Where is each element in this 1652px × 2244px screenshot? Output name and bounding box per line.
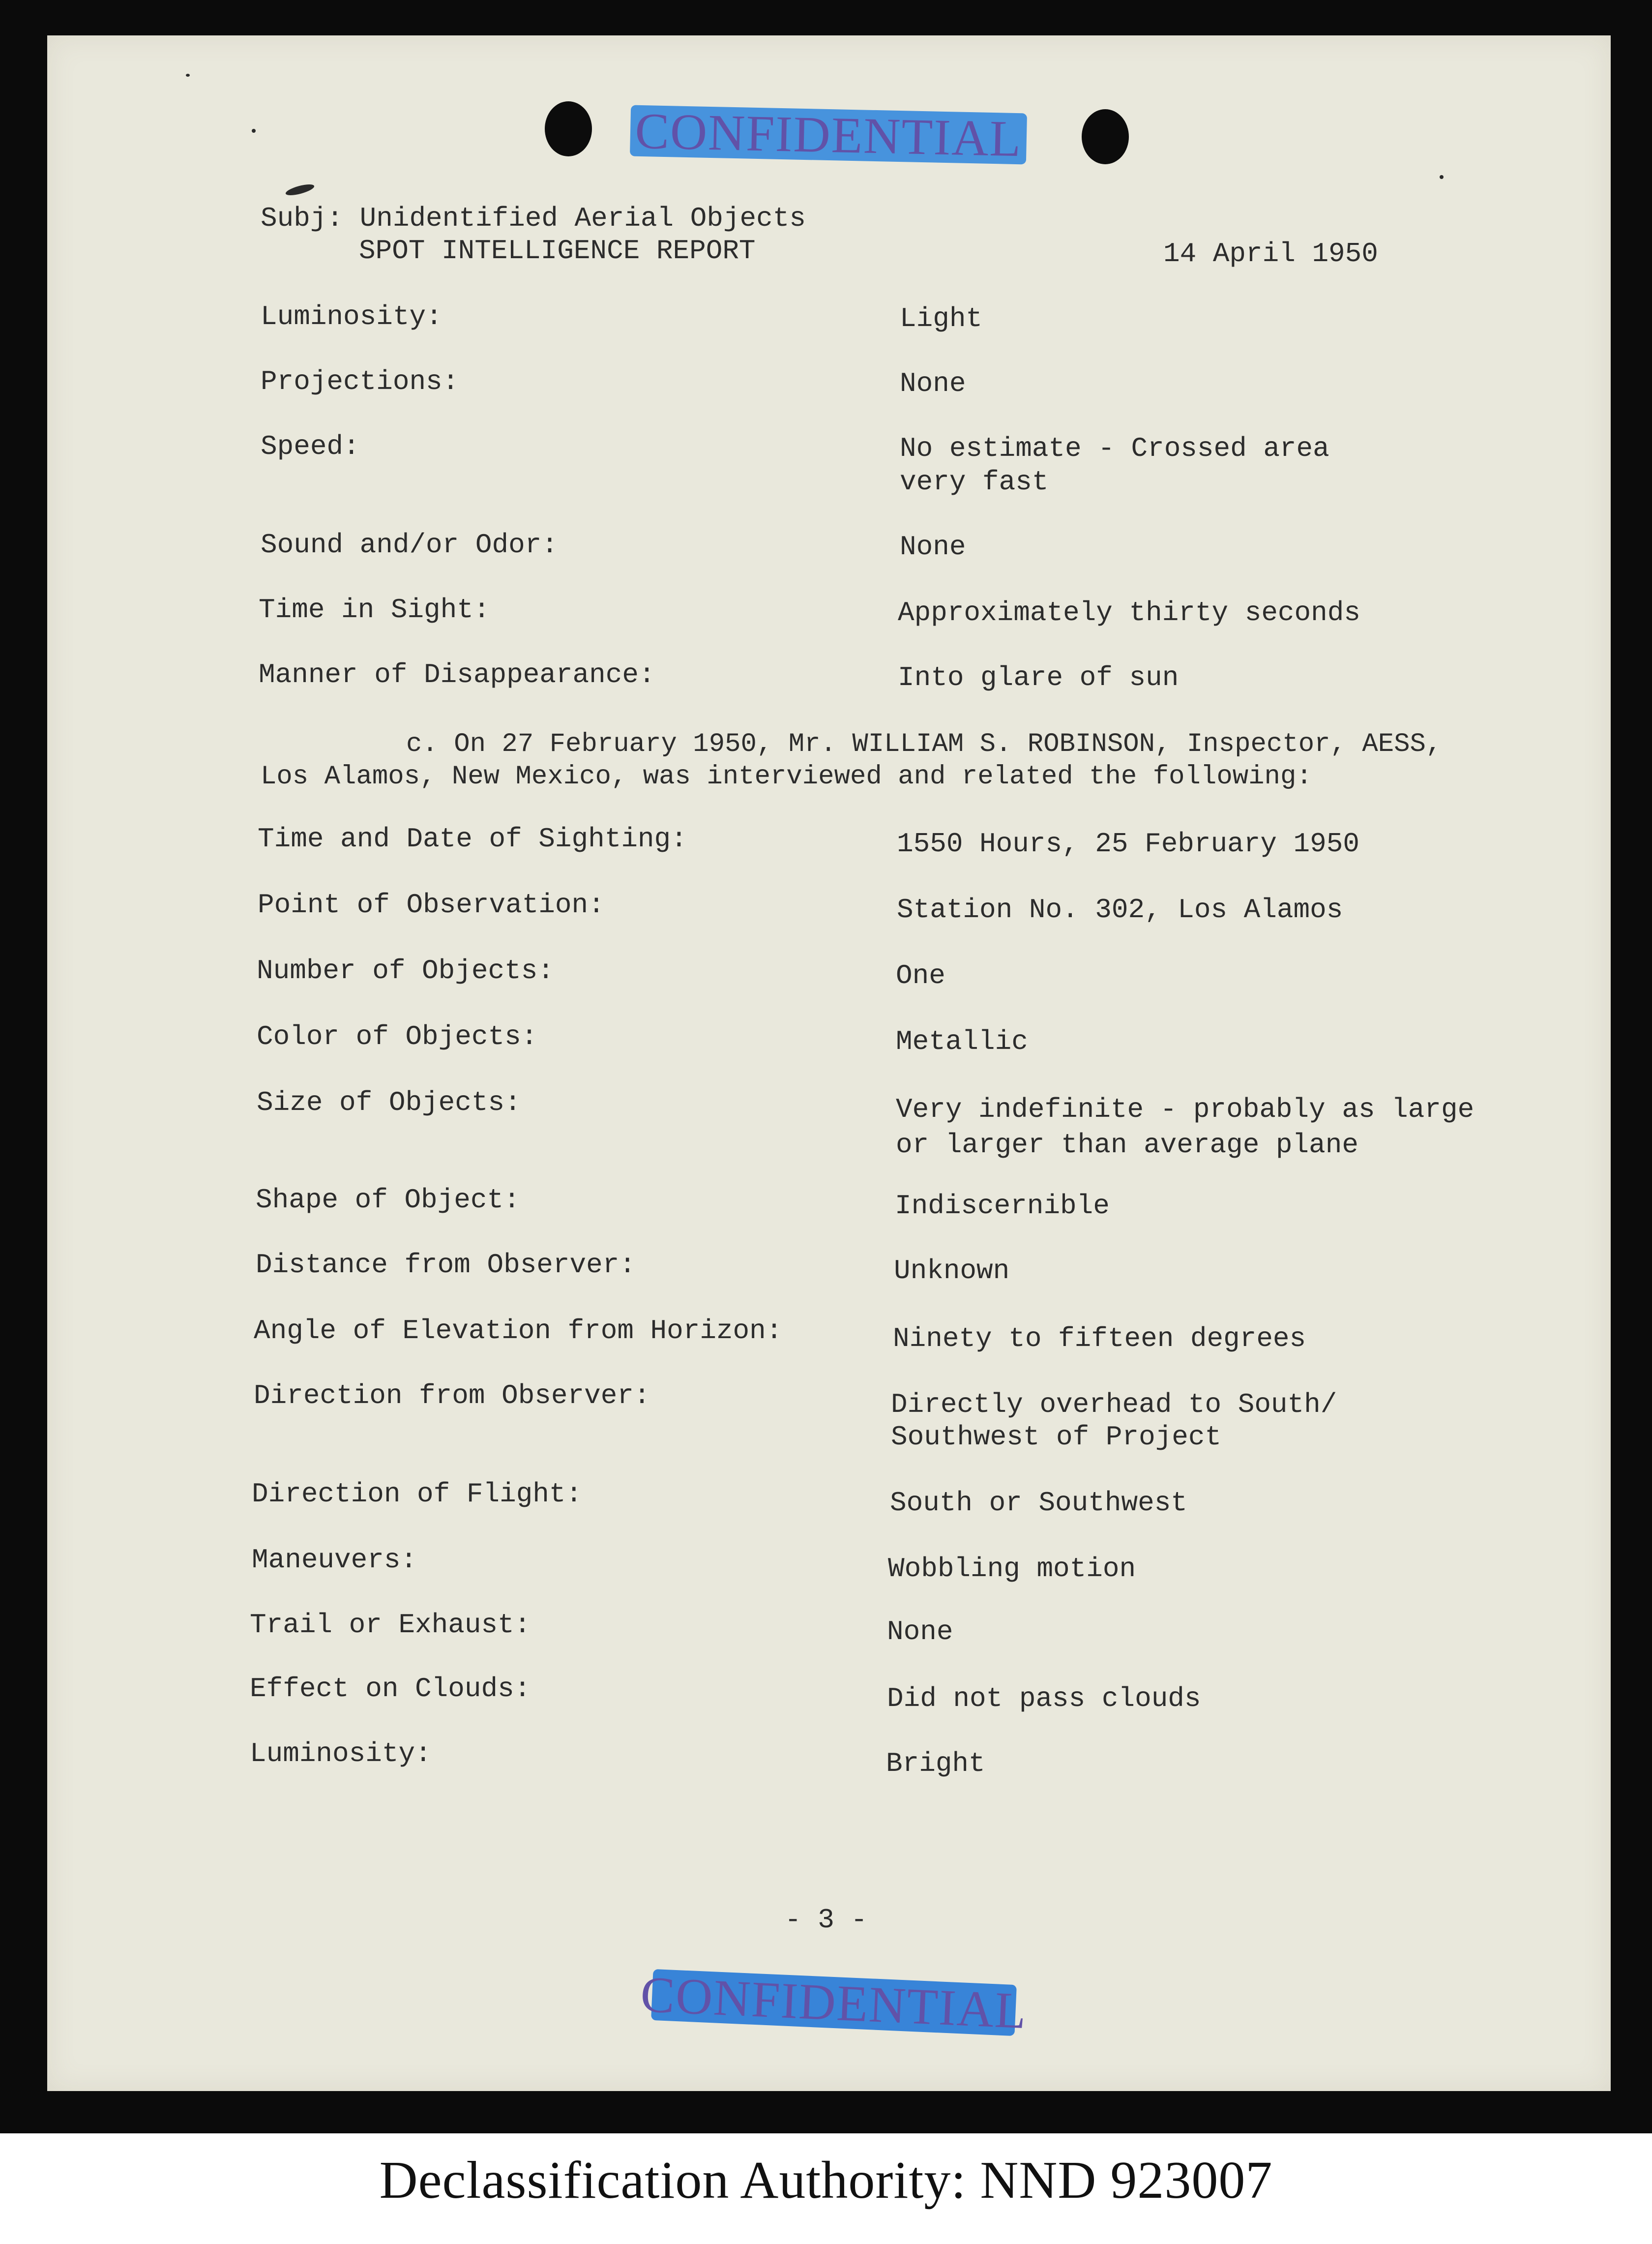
confidential-stamp-bottom: CONFIDENTIAL xyxy=(639,1966,1029,2039)
page-number: - 3 - xyxy=(785,1904,868,1936)
field-value-continued: or larger than average plane xyxy=(896,1129,1358,1161)
field-label: Speed: xyxy=(261,431,360,462)
field-value: Light xyxy=(900,303,983,334)
paragraph-line-2: Los Alamos, New Mexico, was interviewed and related the following: xyxy=(261,762,1312,792)
field-value: South or Southwest xyxy=(890,1487,1187,1519)
field-label: Point of Observation: xyxy=(258,889,605,921)
field-label: Trail or Exhaust: xyxy=(250,1609,531,1641)
field-label: Size of Objects: xyxy=(257,1087,521,1118)
field-label: Color of Objects: xyxy=(257,1021,538,1052)
field-label: Luminosity: xyxy=(250,1738,432,1769)
document-page xyxy=(47,35,1611,2091)
report-type: SPOT INTELLIGENCE REPORT xyxy=(359,235,756,267)
field-label: Number of Objects: xyxy=(257,955,554,987)
field-label: Direction of Flight: xyxy=(252,1478,583,1510)
field-label: Time in Sight: xyxy=(259,594,490,626)
declassification-authority: Declassification Authority: NND 923007 xyxy=(379,2151,1273,2210)
paper-speck xyxy=(186,74,190,77)
field-value: Bright xyxy=(886,1748,985,1779)
field-value: Very indefinite - probably as large xyxy=(896,1094,1475,1125)
field-value: Metallic xyxy=(896,1026,1028,1057)
field-value-continued: Southwest of Project xyxy=(891,1421,1222,1453)
field-value: 1550 Hours, 25 February 1950 xyxy=(897,828,1359,860)
field-value: No estimate - Crossed area xyxy=(900,433,1329,464)
field-label: Distance from Observer: xyxy=(256,1249,636,1281)
punch-hole-right xyxy=(1082,109,1129,164)
field-label: Projections: xyxy=(261,366,459,397)
field-label: Direction from Observer: xyxy=(254,1380,650,1411)
report-date: 14 April 1950 xyxy=(1163,238,1378,269)
field-value: Did not pass clouds xyxy=(887,1683,1201,1714)
field-value: Wobbling motion xyxy=(888,1553,1136,1585)
field-value: Station No. 302, Los Alamos xyxy=(897,894,1343,926)
field-value: Ninety to fifteen degrees xyxy=(893,1323,1306,1354)
field-label: Manner of Disappearance: xyxy=(259,659,655,690)
subject-line: Subj: Unidentified Aerial Objects xyxy=(261,203,806,234)
field-value: None xyxy=(900,531,966,563)
field-label: Sound and/or Odor: xyxy=(261,529,558,561)
field-value: None xyxy=(887,1616,953,1647)
paper-speck xyxy=(252,129,256,133)
field-label: Angle of Elevation from Horizon: xyxy=(254,1315,783,1346)
field-value: Unknown xyxy=(894,1255,1010,1287)
field-label: Luminosity: xyxy=(261,301,442,332)
field-label: Time and Date of Sighting: xyxy=(258,823,687,855)
field-label: Effect on Clouds: xyxy=(250,1673,531,1705)
paragraph-line-1: c. On 27 February 1950, Mr. WILLIAM S. ROBINSON, Inspector, AESS, xyxy=(406,729,1442,759)
paper-speck xyxy=(1440,175,1444,179)
field-label: Shape of Object: xyxy=(256,1184,520,1216)
field-value: One xyxy=(896,960,945,991)
field-value: None xyxy=(900,368,966,399)
field-value: Approximately thirty seconds xyxy=(898,597,1360,628)
field-label: Maneuvers: xyxy=(252,1544,417,1576)
confidential-stamp-top: CONFIDENTIAL xyxy=(630,105,1027,165)
field-value: Indiscernible xyxy=(895,1190,1110,1222)
punch-hole-left xyxy=(545,101,592,156)
field-value-continued: very fast xyxy=(900,466,1049,498)
field-value: Directly overhead to South/ xyxy=(891,1389,1337,1420)
field-value: Into glare of sun xyxy=(898,662,1179,693)
